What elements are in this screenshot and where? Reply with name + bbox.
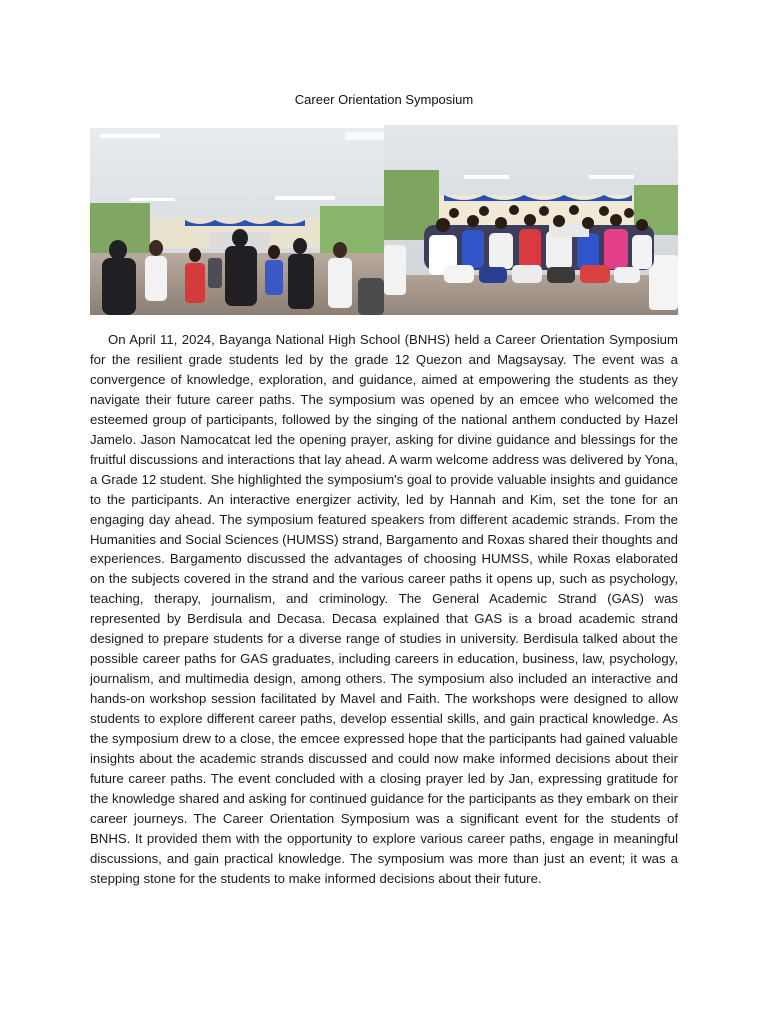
page-title: Career Orientation Symposium: [294, 92, 474, 107]
article-body: On April 11, 2024, Bayanga National High School (BNHS) held a Career Orientation Symposium for the resilient grade students led by the grade 12 Quezon and Magsaysay. The event was a convergence of knowledge, exploration, and guidance, aimed at empowering the students as they navigate their future career paths. The symposium was opened by an emcee who welcomed the esteemed group of participants, followed by the singing of the national anthem conducted by Hazel Jamelo. Jason Namocatcat led the opening prayer, asking for divine guidance and blessings for the fruitful discussions and interactions that lay ahead. A warm welcome address was delivered by Yona, a Grade 12 student. She highlighted the symposium's goal to provide valuable insights and guidance to the participants. An interactive energizer activity, led by Hannah and Kim, set the tone for an engaging day ahead. The symposium featured speakers from different academic strands. From the Humanities and Social Sciences (HUMSS) strand, Bargamento and Roxas shared their thoughts and experiences. Bargamento discussed the advantages of choosing HUMSS, while Roxas elaborated on the subjects covered in the strand and the various career paths it opens up, such as psychology, teaching, therapy, journalism, and criminology. The General Academic Strand (GAS) was represented by Berdisula and Decasa. Decasa explained that GAS is a broad academic strand designed to prepare students for a diverse range of studies in university. Berdisula talked about the possible career paths for GAS graduates, including careers in education, business, law, psychology, journalism, and multimedia design, among others. The symposium also included an interactive and hands-on workshop session facilitated by Mavel and Faith. The workshops were designed to allow students to explore different career paths, develop essential skills, and gain practical knowledge. As the symposium drew to a close, the emcee expressed hope that the participants had gained valuable insights about the academic strands discussed and could now make informed decisions about their future career paths. The event concluded with a closing prayer led by Jan, expressing gratitude for the knowledge shared and asking for continued guidance for the participants as they embark on their career journeys. The Career Orientation Symposium was a significant event for the students of BNHS. It provided them with the opportunity to explore various career paths, engage in meaningful discussions, and gain practical knowledge. The symposium was more than just an event; it was a stepping stone for the students to make informed decisions about their future.: [90, 332, 678, 886]
photo-strip: [90, 125, 678, 315]
photo-students-energizer-activity: [90, 128, 384, 315]
photo-group-picture-participants: [384, 125, 678, 315]
